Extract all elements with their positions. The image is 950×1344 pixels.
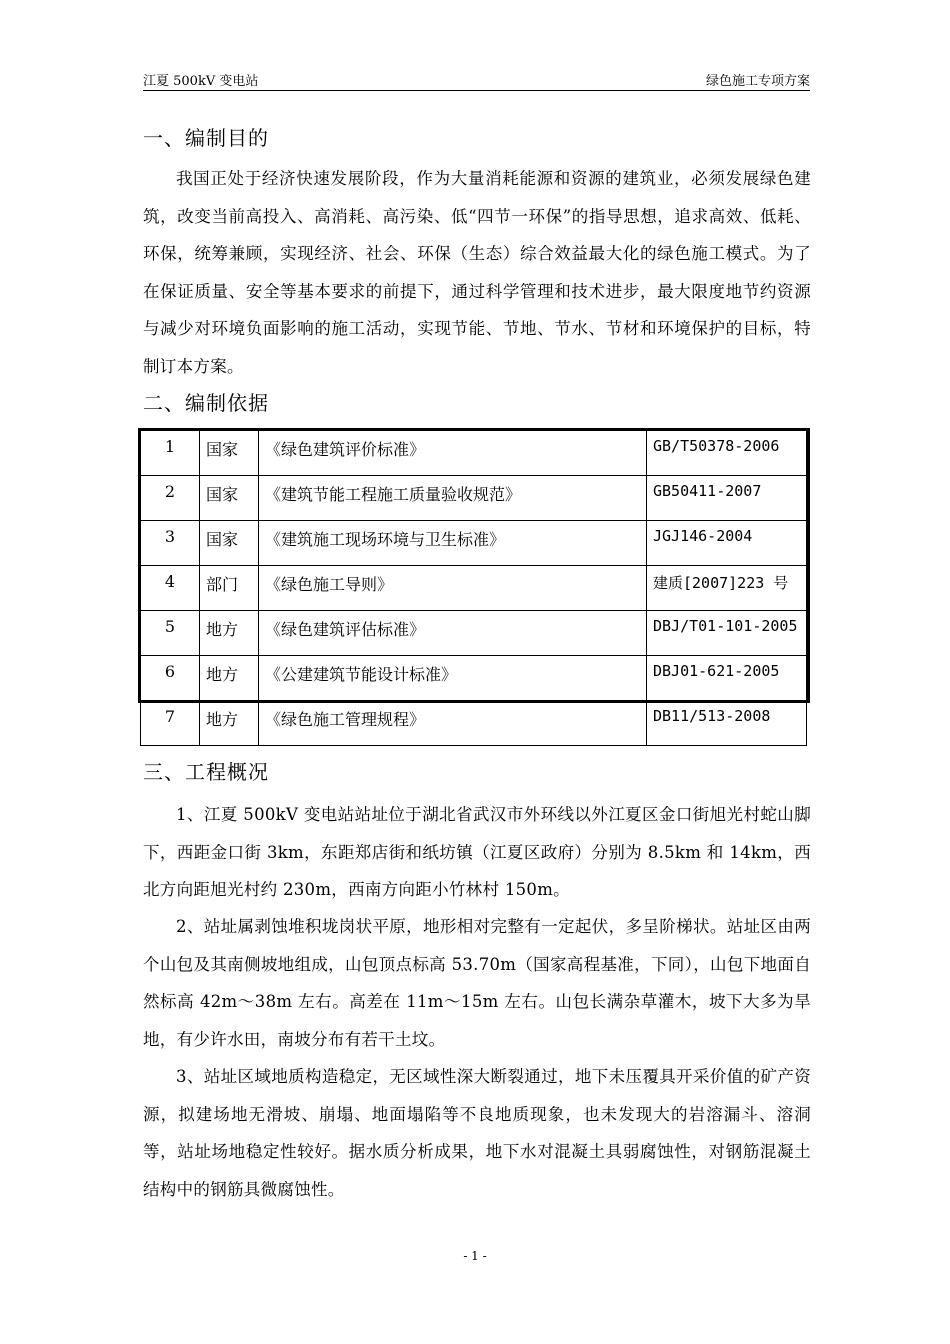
row-level: 国家 [200,476,259,521]
row-standard-name: 《绿色施工导则》 [259,566,647,611]
table-row [141,476,807,521]
row-level: 地方 [200,656,259,701]
row-level: 地方 [200,701,259,746]
row-number: 1 [141,431,200,476]
purpose-paragraph: 我国正处于经济快速发展阶段，作为大量消耗能源和资源的建筑业，必须发展绿色建筑，改变当前高投入、高消耗、高污染、低“四节一环保”的指导思想，追求高效、低耗、环保，统筹兼顾，实现经济、社会、环保（生态）综合效益最大化的绿色施工模式。为了在保证质量、安全等基本要求的前提下，通过科学管理和技术进步，最大限度地节约资源与减少对环境负面影响的施工活动，实现节能、节地、节水、节材和环境保护的目标，特制订本方案。 [143,169,811,376]
section-title-purpose: 一、编制目的 [143,126,269,150]
page-header [143,66,810,91]
row-standard-code: DBJ/T01-101-2005 [647,611,807,656]
row-number: 4 [141,566,200,611]
row-standard-name: 《建筑节能工程施工质量验收规范》 [259,476,647,521]
row-standard-code: DB11/513-2008 [647,701,807,746]
row-number: 6 [141,656,200,701]
row-standard-name: 《绿色施工管理规程》 [259,701,647,746]
row-standard-code: GB/T50378-2006 [647,431,807,476]
table-row [141,566,807,611]
overview-paragraph-1: 1、江夏 500kV 变电站站址位于湖北省武汉市外环线以外江夏区金口街旭光村蛇山脚下，西距金口街 3km，东距郑店街和纸坊镇（江夏区政府）分别为 8.5km 和 14km，西北方向距旭光村约 230m，西南方向距小竹林村 150m。 [143,805,811,899]
header-document-title: 绿色施工专项方案 [705,74,810,89]
row-level: 国家 [200,431,259,476]
row-number: 3 [141,521,200,566]
section-title-overview: 三、工程概况 [143,760,269,784]
row-standard-name: 《绿色建筑评估标准》 [259,611,647,656]
overview-paragraph-3: 3、站址区域地质构造稳定，无区域性深大断裂通过，地下未压覆具开采价值的矿产资源，拟建场地无滑坡、崩塌、地面塌陷等不良地质现象，也未发现大的岩溶漏斗、溶洞等，站址场地稳定性较好。据水质分析成果，地下水对混凝土具弱腐蚀性，对钢筋混凝土结构中的钢筋具微腐蚀性。 [143,1067,811,1199]
table-row [141,656,807,701]
row-standard-code: 建质[2007]223 号 [647,566,807,611]
row-standard-name: 《绿色建筑评价标准》 [259,431,647,476]
page-number: - 1 - [463,1249,487,1263]
table-row [141,611,807,656]
table-row [141,431,807,476]
row-level: 国家 [200,521,259,566]
row-standard-code: JGJ146-2004 [647,521,807,566]
row-number: 2 [141,476,200,521]
row-standard-name: 《公建建筑节能设计标准》 [259,656,647,701]
section-title-basis: 二、编制依据 [143,391,269,415]
header-project-name: 江夏 500kV 变电站 [143,74,259,89]
row-level: 部门 [200,566,259,611]
row-standard-code: DBJ01-621-2005 [647,656,807,701]
table-row [141,521,807,566]
row-standard-name: 《建筑施工现场环境与卫生标准》 [259,521,647,566]
row-level: 地方 [200,611,259,656]
table-row [141,701,807,746]
row-standard-code: GB50411-2007 [647,476,807,521]
row-number: 7 [141,701,200,746]
overview-paragraph-2: 2、站址属剥蚀堆积垅岗状平原，地形相对完整有一定起伏，多呈阶梯状。站址区由两个山包及其南侧坡地组成，山包顶点标高 53.70m（国家高程基准，下同），山包下地面自然标高 42m～38m 左右。高差在 11m～15m 左右。山包长满杂草灌木，坡下大多为旱地，有少许水田，南坡分布有若干土坟。 [143,917,811,1049]
row-number: 5 [141,611,200,656]
standards-table [138,428,810,729]
